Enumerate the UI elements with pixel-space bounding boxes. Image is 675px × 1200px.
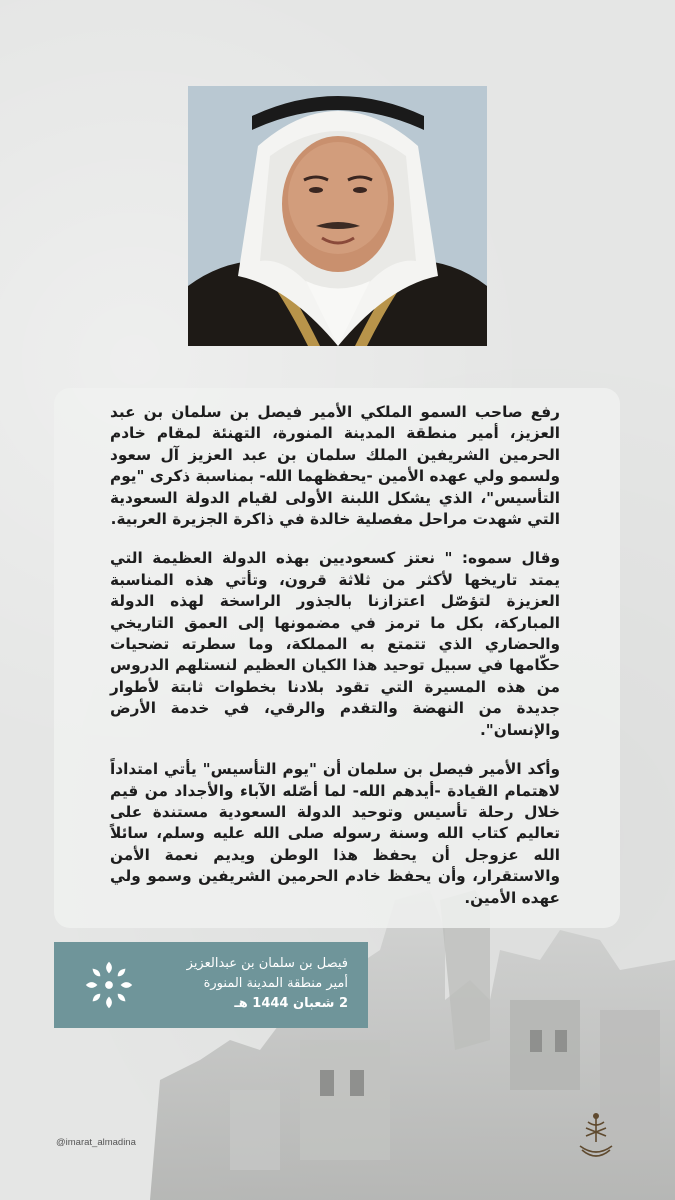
founding-day-emblem-icon [80, 956, 138, 1014]
portrait-photo [188, 86, 487, 346]
signature-panel [54, 942, 368, 1028]
article-paragraph-3: وأكد الأمير فيصل بن سلمان أن "يوم التأسيس" يأتي امتداداً لاهتمام القيادة -أيدهم الله- لما أصّله الآباء والأجداد من قيم خلال رحلة تأسيس وتوحيد الدولة السعودية مستندة على تعاليم كتاب الله وسنة رسوله صلى الله عليه وسلم، سائلاً الله عزوجل أن يحفظ هذا الوطن ويديم نعمة الأمن والاستقرار، وأن يحفظ خادم الحرمين الشريفين وسمو ولي عهده الأمين. [110, 760, 560, 907]
article-paragraph-1: رفع صاحب السمو الملكي الأمير فيصل بن سلمان بن عبد العزيز، أمير منطقة المدينة المنورة، التهنئة لمقام خادم الحرمين الشريفين الملك سلمان بن عبد العزيز آل سعود ولسمو ولي عهده الأمين -يحفظهما الله- بمناسبة ذكرى "يوم التأسيس"، الذي يشكل اللبنة الأولى لقيام الدولة السعودية التي شهدت مراحل مفصلية خالدة في ذاكرة الجزيرة العربية. [110, 403, 560, 529]
social-handle: @imarat_almadina [56, 1137, 136, 1148]
signature-name: فيصل بن سلمان بن عبدالعزيز [186, 956, 348, 971]
signature-title: أمير منطقة المدينة المنورة [203, 976, 348, 991]
signature-lines [158, 954, 348, 1014]
article-card [54, 388, 620, 928]
saudi-crest-icon [572, 1108, 620, 1164]
article-body [110, 402, 560, 927]
article-paragraph-2: وقال سموه: " نعتز كسعوديين بهذه الدولة العظيمة التي يمتد تاريخها لأكثر من ثلاثة قرون، وتأتي هذه المناسبة العزيزة لتؤصّل اعتزازنا بالجذور الراسخة لهذه الدولة المباركة، بكل ما ترمز في مضمونها إلى العمق التاريخي والحضاري الذي تتمتع به المملكة، وما سطرته تضحيات حكّامها في سبيل توحيد هذا الكيان العظيم لنستلهم الدروس من هذه المسيرة التي تقود بلادنا بخطوات ثابتة لأطوار جديدة من النهضة والتقدم والرقي، في خدمة الأرض والإنسان". [110, 549, 560, 739]
signature-date: 2 شعبان 1444 هـ [234, 996, 348, 1011]
